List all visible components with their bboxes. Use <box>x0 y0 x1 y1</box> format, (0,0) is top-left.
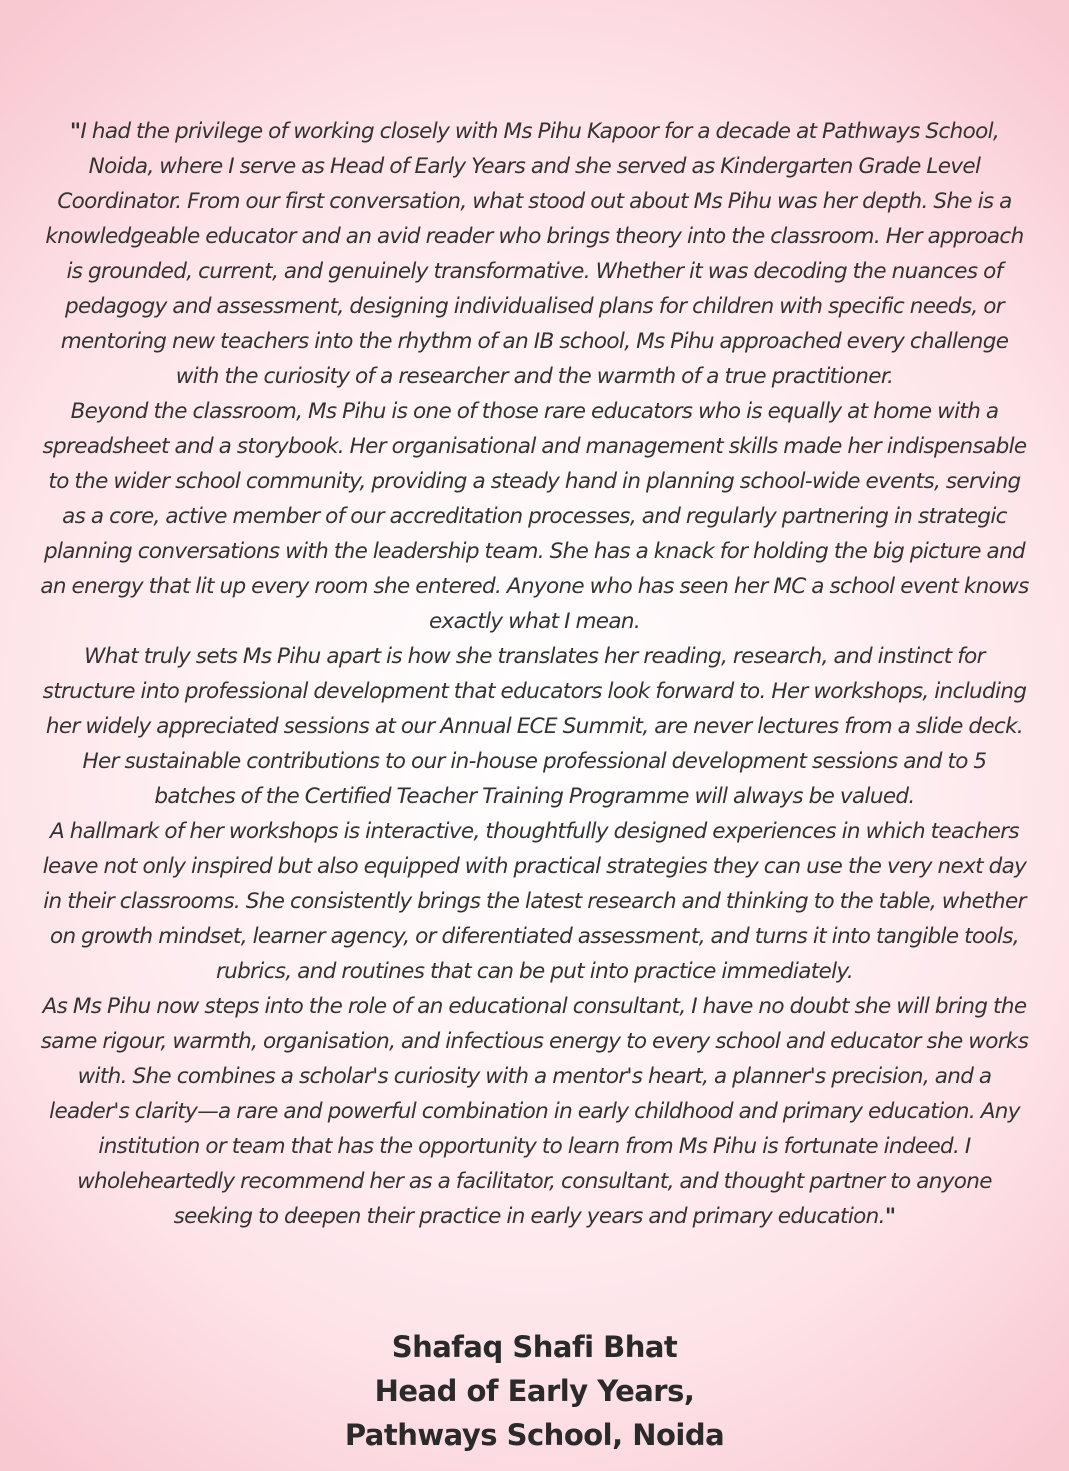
signatory-role: Head of Early Years, <box>374 1374 695 1408</box>
paragraph-text: I had the privilege of working closely with Ms Pihu Kapoor for a decade at Pathways School, Noida, where I serve as Head of Early Years and she served as Kindergarten Grade Level Coordinator. From our first conversation, what stood out about Ms Pihu was her depth. She is a knowledgeable educator and an avid reader who brings theory into the classroom. Her approach is grounded, current, and genuinely transformative. Whether it was decoding the nuances of pedagogy and assessment, designing individualised plans for children with specific needs, or mentoring new teachers into the rhythm of an IB school, Ms Pihu approached every challenge with the curiosity of a researcher and the warmth of a true practitioner. <box>45 119 1024 389</box>
testimonial-body <box>40 114 1029 1234</box>
signatory-name: Shafaq Shafi Bhat <box>391 1330 678 1364</box>
testimonial-paragraph-2: Beyond the classroom, Ms Pihu is one of those rare educators who is equally at home with a spreadsheet and a storybook. Her organisational and management skills made her indispensable to the wider school community, providing a steady hand in planning school-wide events, serving as a core, active member of our accreditation processes, and regularly partnering in strategic planning conversations with the leadership team. She has a knack for holding the big picture and an energy that lit up every room she entered. Anyone who has seen her MC a school event knows exactly what I mean. <box>40 399 1029 634</box>
testimonial-paragraph-5 <box>40 989 1029 1234</box>
close-quote-mark: " <box>884 1204 896 1229</box>
open-quote-mark: " <box>69 119 81 144</box>
testimonial-paragraph-3: What truly sets Ms Pihu apart is how she translates her reading, research, and instinct for structure into professional development that educators look forward to. Her workshops, including her widely appreciated sessions at our Annual ECE Summit, are never lectures from a slide deck. Her sustainable contributions to our in-house professional development sessions and to 5 batches of the Certified Teacher Training Programme will always be valued. <box>42 644 1027 809</box>
signature-block <box>0 1325 1069 1457</box>
paragraph-text: As Ms Pihu now steps into the role of an educational consultant, I have no doubt she will bring the same rigour, warmth, organisation, and infectious energy to every school and educator she works with. She combines a scholar's curiosity with a mentor's heart, a planner's precision, and a leader's clarity—a rare and powerful combination in early childhood and primary education. Any institution or team that has the opportunity to learn from Ms Pihu is fortunate indeed. I wholeheartedly recommend her as a facilitator, consultant, and thought partner to anyone seeking to deepen their practice in early years and primary education. <box>40 994 1029 1229</box>
testimonial-paragraph-1 <box>40 114 1029 394</box>
signatory-organisation: Pathways School, Noida <box>344 1418 725 1452</box>
testimonial-paragraph-4: A hallmark of her workshops is interactive, thoughtfully designed experiences in which teachers leave not only inspired but also equipped with practical strategies they can use the very next day in their classrooms. She consistently brings the latest research and thinking to the table, whether on growth mindset, learner agency, or diferentiated assessment, and turns it into tangible tools, rubrics, and routines that can be put into practice immediately. <box>42 819 1027 984</box>
